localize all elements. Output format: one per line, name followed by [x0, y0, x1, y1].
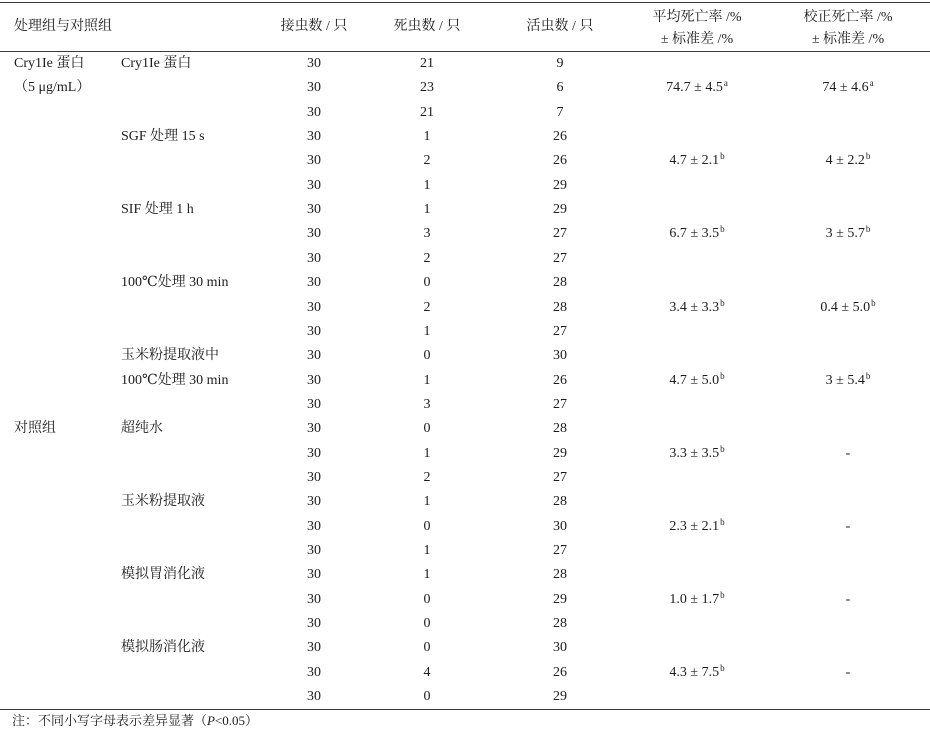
table-cell-inoculated-value: 30 — [307, 567, 321, 583]
table-cell-mean-mortality — [632, 76, 762, 100]
table-cell-mean-mortality-value: 3.3 ± 3.5 — [669, 445, 720, 461]
table-cell-alive-value: 29 — [553, 202, 567, 218]
table-cell-alive-value: 26 — [553, 129, 567, 145]
table-row — [0, 271, 930, 295]
table-cell-dead-value: 1 — [423, 372, 431, 388]
table-cell-dead — [377, 636, 477, 660]
table-cell-dead-value: 2 — [423, 153, 431, 169]
table-cell-inoculated — [264, 442, 364, 466]
significance-letter: a — [869, 78, 874, 89]
table-cell-alive-value: 29 — [553, 445, 567, 461]
table-cell-alive-value: 27 — [553, 226, 567, 242]
significance-letter: b — [865, 151, 871, 162]
table-cell-inoculated-value: 30 — [307, 129, 321, 145]
table-row — [0, 222, 930, 246]
table-cell-dead — [377, 685, 477, 709]
table-row — [0, 636, 930, 660]
significance-letter: b — [720, 370, 725, 381]
table-cell-alive — [510, 76, 610, 100]
table-cell-inoculated — [264, 393, 364, 417]
table-cell-dead-value: 2 — [423, 469, 431, 485]
table-cell-treatment-value: 100℃处理 30 min — [121, 275, 229, 291]
table-cell-dead-value: 3 — [423, 226, 431, 242]
table-row — [0, 369, 930, 393]
table-cell-dead — [377, 393, 477, 417]
table-cell-dead-value: 1 — [423, 177, 431, 193]
table-cell-inoculated-value: 30 — [307, 153, 321, 169]
table-cell-dead-value: 1 — [423, 323, 431, 339]
table-cell-mean-mortality-value: 2.3 ± 2.1 — [669, 518, 720, 534]
table-cell-mean-mortality — [632, 515, 762, 539]
table-cell-treatment-value: 模拟胃消化液 — [121, 567, 205, 583]
table-cell-corrected-mortality-value: - — [845, 445, 851, 461]
table-cell-inoculated — [264, 417, 364, 441]
table-cell-dead-value: 0 — [423, 518, 431, 534]
table-cell-dead-value: 0 — [423, 591, 431, 607]
table-cell-alive — [510, 685, 610, 709]
table-bottom-rule — [0, 709, 930, 710]
table-cell-dead-value: 2 — [423, 299, 431, 315]
significance-letter: b — [720, 297, 725, 308]
table-cell-alive-value: 27 — [553, 250, 567, 266]
table-cell-alive-value: 30 — [553, 518, 567, 534]
table-cell-dead — [377, 320, 477, 344]
table-cell-dead — [377, 588, 477, 612]
table-cell-treatment — [121, 52, 191, 76]
table-row — [0, 588, 930, 612]
table-cell-inoculated-value: 30 — [307, 689, 321, 705]
footnote-text: 注：不同小写字母表示差异显著（ — [12, 713, 208, 728]
table-cell-corrected-mortality — [783, 296, 913, 320]
footnote-p-symbol: P — [207, 713, 215, 728]
table-cell-alive-value: 26 — [553, 153, 567, 169]
table-cell-treatment — [121, 636, 205, 660]
table-cell-treatment-value: 超纯水 — [121, 421, 163, 437]
table-cell-dead-value: 4 — [423, 664, 431, 680]
table-cell-alive — [510, 52, 610, 76]
table-cell-mean-mortality-value: 3.4 ± 3.3 — [669, 299, 720, 315]
column-header-dead: 死虫数 / 只 — [393, 19, 461, 34]
table-cell-inoculated-value: 30 — [307, 469, 321, 485]
table-cell-dead — [377, 515, 477, 539]
table-cell-dead — [377, 490, 477, 514]
table-row — [0, 76, 930, 100]
table-row — [0, 149, 930, 173]
significance-letter: b — [720, 443, 725, 454]
table-cell-alive — [510, 442, 610, 466]
table-cell-inoculated-value: 30 — [307, 640, 321, 656]
table-cell-dead — [377, 198, 477, 222]
table-cell-inoculated-value: 30 — [307, 445, 321, 461]
table-row — [0, 442, 930, 466]
table-row — [0, 466, 930, 490]
table-cell-inoculated-value: 30 — [307, 177, 321, 193]
table-cell-inoculated — [264, 174, 364, 198]
table-cell-dead-value: 2 — [423, 250, 431, 266]
table-cell-inoculated — [264, 320, 364, 344]
column-header-corrected-mortality: 校正死亡率 /% — [803, 10, 893, 25]
table-cell-inoculated-value: 30 — [307, 421, 321, 437]
table-cell-alive — [510, 222, 610, 246]
significance-letter: b — [720, 662, 725, 673]
table-cell-mean-mortality-value: 4.7 ± 2.1 — [669, 153, 720, 169]
table-cell-mean-mortality-value: 4.7 ± 5.0 — [669, 372, 720, 388]
table-body — [0, 52, 930, 709]
table-cell-inoculated — [264, 612, 364, 636]
table-cell-treatment — [121, 198, 194, 222]
table-row — [0, 685, 930, 709]
significance-letter: b — [720, 516, 725, 527]
table-cell-inoculated — [264, 490, 364, 514]
table-cell-inoculated — [264, 466, 364, 490]
table-cell-dead-value: 23 — [420, 80, 434, 96]
table-cell-alive — [510, 149, 610, 173]
table-cell-dead-value: 3 — [423, 396, 431, 412]
table-cell-inoculated-value: 30 — [307, 56, 321, 71]
table-cell-alive-value: 26 — [553, 372, 567, 388]
table-cell-mean-mortality-value: 74.7 ± 4.5 — [666, 80, 723, 96]
table-cell-corrected-mortality-value: 3 ± 5.7 — [825, 226, 865, 242]
column-header-mean-mortality-sd: ± 标准差 /% — [660, 32, 734, 47]
table-cell-dead — [377, 612, 477, 636]
table-cell-dead — [377, 52, 477, 76]
table-cell-dead-value: 21 — [420, 104, 434, 120]
table-cell-alive — [510, 174, 610, 198]
table-cell-dead-value: 1 — [423, 445, 431, 461]
table-cell-dead — [377, 149, 477, 173]
table-cell-inoculated — [264, 344, 364, 368]
table-cell-corrected-mortality-value: - — [845, 664, 851, 680]
table-cell-alive-value: 27 — [553, 396, 567, 412]
table-cell-treatment — [121, 125, 205, 149]
table-cell-treatment-value: 100℃处理 30 min — [121, 372, 229, 388]
table-cell-corrected-mortality — [783, 369, 913, 393]
table-cell-inoculated-value: 30 — [307, 348, 321, 364]
column-header-corrected-mortality-sd: ± 标准差 /% — [811, 32, 885, 47]
table-cell-dead-value: 1 — [423, 494, 431, 510]
table-cell-dead — [377, 417, 477, 441]
column-header-alive: 活虫数 / 只 — [526, 19, 594, 34]
table-cell-inoculated — [264, 539, 364, 563]
table-cell-group-value: 对照组 — [14, 421, 56, 437]
table-cell-alive — [510, 661, 610, 685]
table-cell-group — [14, 52, 84, 76]
table-cell-dead-value: 0 — [423, 616, 431, 632]
table-cell-dead-value: 0 — [423, 689, 431, 705]
table-cell-alive — [510, 539, 610, 563]
table-row — [0, 247, 930, 271]
table-cell-alive-value: 29 — [553, 591, 567, 607]
table-cell-alive — [510, 588, 610, 612]
table-cell-inoculated — [264, 685, 364, 709]
table-row — [0, 490, 930, 514]
table-cell-dead — [377, 125, 477, 149]
table-cell-group — [14, 76, 90, 100]
table-cell-inoculated — [264, 247, 364, 271]
table-cell-dead — [377, 539, 477, 563]
table-cell-mean-mortality-value: 1.0 ± 1.7 — [669, 591, 720, 607]
significance-letter: b — [865, 224, 871, 235]
table-cell-inoculated — [264, 222, 364, 246]
table-cell-alive-value: 28 — [553, 616, 567, 632]
footnote-threshold: <0.05） — [214, 713, 259, 728]
table-cell-inoculated — [264, 125, 364, 149]
table-cell-inoculated-value: 30 — [307, 104, 321, 120]
table-cell-corrected-mortality-value: 4 ± 2.2 — [825, 153, 865, 169]
significance-letter: b — [720, 589, 725, 600]
table-cell-inoculated — [264, 296, 364, 320]
table-cell-alive-value: 29 — [553, 689, 567, 705]
table-cell-dead — [377, 661, 477, 685]
table-cell-dead — [377, 174, 477, 198]
table-cell-alive-value: 30 — [553, 348, 567, 364]
table-cell-treatment-value: Cry1Ie 蛋白 — [121, 56, 192, 71]
table-cell-corrected-mortality — [783, 149, 913, 173]
table-cell-dead — [377, 369, 477, 393]
table-row — [0, 563, 930, 587]
table-cell-alive — [510, 515, 610, 539]
column-header-group: 处理组与对照组 — [14, 19, 112, 34]
table-cell-alive — [510, 466, 610, 490]
table-cell-alive-value: 9 — [556, 56, 564, 71]
table-cell-inoculated-value: 30 — [307, 396, 321, 412]
table-cell-inoculated — [264, 515, 364, 539]
table-cell-dead — [377, 466, 477, 490]
table-cell-inoculated — [264, 661, 364, 685]
table-cell-inoculated — [264, 369, 364, 393]
table-cell-alive — [510, 417, 610, 441]
table-cell-alive — [510, 296, 610, 320]
table-cell-inoculated-value: 30 — [307, 250, 321, 266]
table-cell-dead — [377, 296, 477, 320]
table-cell-alive-value: 27 — [553, 469, 567, 485]
table-cell-alive — [510, 198, 610, 222]
table-cell-dead-value: 1 — [423, 567, 431, 583]
significance-letter: b — [865, 370, 871, 381]
table-row — [0, 539, 930, 563]
table-cell-alive-value: 27 — [553, 323, 567, 339]
table-cell-mean-mortality-value: 6.7 ± 3.5 — [669, 226, 720, 242]
table-cell-alive-value: 28 — [553, 299, 567, 315]
table-cell-inoculated — [264, 636, 364, 660]
table-cell-dead — [377, 563, 477, 587]
table-cell-inoculated-value: 30 — [307, 543, 321, 558]
table-cell-alive — [510, 320, 610, 344]
table-cell-corrected-mortality-value: 0.4 ± 5.0 — [820, 299, 871, 315]
table-cell-alive — [510, 490, 610, 514]
table-cell-alive — [510, 101, 610, 125]
table-cell-alive — [510, 344, 610, 368]
table-cell-mean-mortality — [632, 369, 762, 393]
table-cell-corrected-mortality-value: - — [845, 518, 851, 534]
table-cell-alive-value: 29 — [553, 177, 567, 193]
table-cell-inoculated-value: 30 — [307, 664, 321, 680]
table-cell-treatment — [121, 563, 205, 587]
table-cell-inoculated-value: 30 — [307, 202, 321, 218]
table-row — [0, 198, 930, 222]
table-footnote — [12, 712, 258, 730]
table-cell-mean-mortality-value: 4.3 ± 7.5 — [669, 664, 720, 680]
table-cell-alive — [510, 271, 610, 295]
table-cell-alive — [510, 393, 610, 417]
table-row — [0, 612, 930, 636]
table-row — [0, 515, 930, 539]
table-cell-treatment — [121, 417, 163, 441]
table-cell-dead-value: 21 — [420, 56, 434, 71]
table-cell-treatment — [121, 271, 228, 295]
table-cell-treatment — [121, 369, 228, 393]
table-top-rule — [0, 2, 930, 3]
table-cell-dead-value: 1 — [423, 543, 431, 558]
table-cell-dead — [377, 222, 477, 246]
table-cell-corrected-mortality — [783, 588, 913, 612]
table-cell-dead-value: 0 — [423, 421, 431, 437]
table-cell-inoculated-value: 30 — [307, 323, 321, 339]
table-cell-treatment — [121, 490, 205, 514]
table-cell-inoculated — [264, 198, 364, 222]
significance-letter: a — [723, 78, 728, 89]
table-cell-alive — [510, 369, 610, 393]
table-cell-treatment-value: SIF 处理 1 h — [121, 202, 194, 218]
table-cell-inoculated-value: 30 — [307, 80, 321, 96]
table-cell-treatment — [121, 344, 219, 368]
table-cell-dead-value: 0 — [423, 275, 431, 291]
table-cell-dead-value: 0 — [423, 640, 431, 656]
table-cell-inoculated-value: 30 — [307, 591, 321, 607]
table-cell-dead — [377, 442, 477, 466]
table-cell-alive-value: 28 — [553, 421, 567, 437]
column-header-mean-mortality: 平均死亡率 /% — [652, 10, 742, 25]
table-cell-dead — [377, 344, 477, 368]
table-cell-alive — [510, 612, 610, 636]
table-cell-inoculated-value: 30 — [307, 616, 321, 632]
table-cell-inoculated — [264, 271, 364, 295]
table-cell-group-value: Cry1Ie 蛋白 — [14, 56, 85, 71]
table-cell-alive — [510, 247, 610, 271]
table-cell-inoculated-value: 30 — [307, 518, 321, 534]
table-row — [0, 101, 930, 125]
table-cell-inoculated-value: 30 — [307, 226, 321, 242]
table-cell-dead-value: 1 — [423, 202, 431, 218]
table-cell-inoculated-value: 30 — [307, 494, 321, 510]
table-cell-alive-value: 26 — [553, 664, 567, 680]
significance-letter: b — [720, 151, 725, 162]
table-cell-treatment-value: 玉米粉提取液 — [121, 494, 205, 510]
table-cell-inoculated — [264, 563, 364, 587]
table-cell-corrected-mortality — [783, 515, 913, 539]
table-row — [0, 125, 930, 149]
table-cell-treatment-value: SGF 处理 15 s — [121, 129, 205, 145]
table-cell-inoculated — [264, 52, 364, 76]
table-row — [0, 417, 930, 441]
table-cell-inoculated — [264, 588, 364, 612]
table-row — [0, 174, 930, 198]
table-cell-dead — [377, 76, 477, 100]
table-cell-corrected-mortality — [783, 442, 913, 466]
table-cell-mean-mortality — [632, 442, 762, 466]
significance-letter: b — [720, 224, 725, 235]
table-cell-corrected-mortality-value: 3 ± 5.4 — [825, 372, 865, 388]
table-cell-dead-value: 0 — [423, 348, 431, 364]
table-cell-corrected-mortality — [783, 661, 913, 685]
table-cell-mean-mortality — [632, 661, 762, 685]
table-cell-dead — [377, 101, 477, 125]
table-row — [0, 661, 930, 685]
table-cell-mean-mortality — [632, 588, 762, 612]
table-cell-dead — [377, 247, 477, 271]
table-cell-inoculated-value: 30 — [307, 275, 321, 291]
table-cell-inoculated — [264, 149, 364, 173]
table-cell-inoculated-value: 30 — [307, 299, 321, 315]
table-cell-alive — [510, 125, 610, 149]
table-cell-group — [14, 417, 56, 441]
table-cell-dead — [377, 271, 477, 295]
table-cell-corrected-mortality-value: - — [845, 591, 851, 607]
table-cell-inoculated — [264, 76, 364, 100]
table-cell-treatment-value: 模拟肠消化液 — [121, 640, 205, 656]
table-cell-corrected-mortality — [783, 222, 913, 246]
table-cell-group-value: （5 μg/mL） — [14, 80, 91, 96]
table-row — [0, 344, 930, 368]
table-cell-inoculated — [264, 101, 364, 125]
table-cell-alive-value: 28 — [553, 494, 567, 510]
table-cell-alive — [510, 563, 610, 587]
table-cell-alive — [510, 636, 610, 660]
table-cell-mean-mortality — [632, 149, 762, 173]
table-cell-alive-value: 28 — [553, 567, 567, 583]
table-cell-alive-value: 27 — [553, 543, 567, 558]
table-cell-corrected-mortality-value: 74 ± 4.6 — [822, 80, 869, 96]
column-header-inoculated: 接虫数 / 只 — [280, 19, 348, 34]
table-row — [0, 393, 930, 417]
table-row — [0, 296, 930, 320]
table-cell-mean-mortality — [632, 296, 762, 320]
table-cell-alive-value: 6 — [556, 80, 564, 96]
table-cell-inoculated-value: 30 — [307, 372, 321, 388]
table-cell-dead-value: 1 — [423, 129, 431, 145]
table-cell-alive-value: 28 — [553, 275, 567, 291]
table-row — [0, 52, 930, 76]
table-row — [0, 320, 930, 344]
table-cell-alive-value: 30 — [553, 640, 567, 656]
table-cell-alive-value: 7 — [556, 104, 564, 120]
significance-letter: b — [871, 297, 876, 308]
table-cell-mean-mortality — [632, 222, 762, 246]
table-cell-treatment-value: 玉米粉提取液中 — [121, 348, 219, 364]
table-cell-corrected-mortality — [783, 76, 913, 100]
